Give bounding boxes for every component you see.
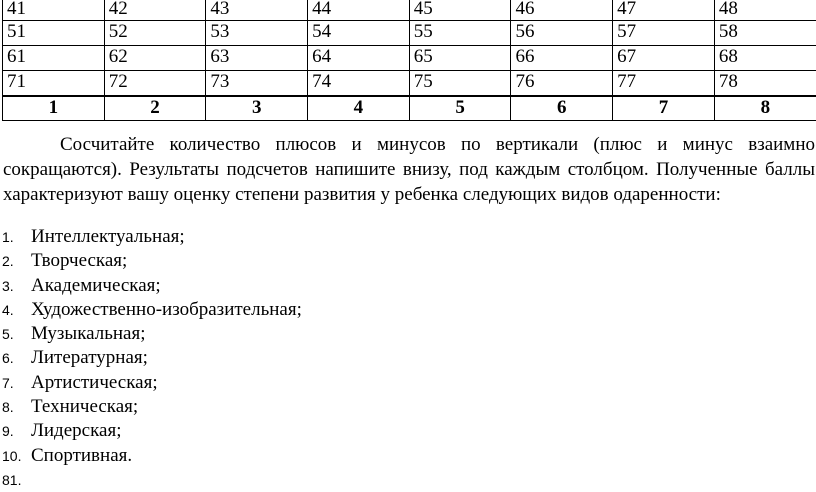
column-number: 4 bbox=[308, 96, 410, 121]
table-row bbox=[3, 21, 816, 46]
table-cell: 42 bbox=[104, 0, 206, 21]
table-cell: 41 bbox=[3, 0, 105, 21]
table-cell: 54 bbox=[308, 21, 410, 46]
table-cell: 57 bbox=[613, 21, 715, 46]
table-cell: 55 bbox=[409, 21, 511, 46]
list-text: Техническая; bbox=[31, 396, 139, 418]
list-text: Творческая; bbox=[31, 250, 128, 272]
table-cell: 44 bbox=[308, 0, 410, 21]
list-number: 8. bbox=[2, 399, 14, 416]
list-number: 6. bbox=[2, 350, 14, 367]
list-item bbox=[0, 225, 816, 249]
table-cell: 63 bbox=[206, 46, 308, 71]
list-number: 2. bbox=[2, 253, 14, 270]
table-cell: 67 bbox=[613, 46, 715, 71]
list-number: 1. bbox=[2, 229, 14, 245]
instructions-paragraph: Сосчитайте количество плюсов и минусов по вертикали (плюс и минус взаимно сокращаются). Результаты подсчетов напишите внизу, под каждым столбцом. Полученные баллы характеризуют вашу оценку степени развития у ребенка следующих видов одаренности: bbox=[3, 134, 815, 205]
table-row bbox=[3, 71, 816, 97]
list-text: Музыкальная; bbox=[31, 323, 146, 345]
table-cell: 64 bbox=[308, 46, 410, 71]
column-number: 1 bbox=[3, 96, 105, 121]
list-number: 9. bbox=[2, 423, 14, 440]
list-text: Литературная; bbox=[31, 347, 148, 369]
list-item bbox=[0, 395, 816, 419]
list-text: Интеллектуальная; bbox=[31, 226, 185, 247]
column-number: 6 bbox=[511, 96, 613, 121]
table-cell: 56 bbox=[511, 21, 613, 46]
table-cell: 76 bbox=[511, 71, 613, 97]
list-item bbox=[0, 346, 816, 370]
column-number: 3 bbox=[206, 96, 308, 121]
table-cell: 46 bbox=[511, 0, 613, 21]
table-cell: 72 bbox=[104, 71, 206, 97]
giftedness-list bbox=[0, 225, 816, 492]
table-cell: 78 bbox=[714, 71, 816, 97]
list-number: 5. bbox=[2, 326, 14, 343]
list-item bbox=[0, 444, 816, 468]
table-cell: 61 bbox=[3, 46, 105, 71]
list-text: Лидерская; bbox=[31, 420, 122, 442]
table-cell: 51 bbox=[3, 21, 105, 46]
list-item bbox=[0, 371, 816, 395]
table-cell: 75 bbox=[409, 71, 511, 97]
column-number: 7 bbox=[613, 96, 715, 121]
list-number: 81. bbox=[2, 471, 22, 488]
table-cell: 77 bbox=[613, 71, 715, 97]
list-item bbox=[0, 419, 816, 443]
column-number: 5 bbox=[409, 96, 511, 121]
table-row bbox=[3, 46, 816, 71]
list-item bbox=[0, 322, 816, 346]
list-number: 7. bbox=[2, 374, 14, 391]
table-cell: 65 bbox=[409, 46, 511, 71]
column-number: 8 bbox=[714, 96, 816, 121]
list-text: Академическая; bbox=[31, 274, 161, 296]
column-number: 2 bbox=[104, 96, 206, 121]
list-number: 10. bbox=[2, 447, 22, 464]
table-row bbox=[3, 0, 816, 21]
table-cell: 52 bbox=[104, 21, 206, 46]
table-cell: 73 bbox=[206, 71, 308, 97]
table-cell: 74 bbox=[308, 71, 410, 97]
table-cell: 71 bbox=[3, 71, 105, 97]
list-text: Артистическая; bbox=[31, 371, 158, 393]
list-number: 3. bbox=[2, 277, 14, 294]
table-footer-row bbox=[3, 96, 816, 121]
list-item bbox=[0, 468, 816, 492]
list-text: Спортивная. bbox=[31, 444, 133, 466]
table-cell: 48 bbox=[714, 0, 816, 21]
table-cell: 68 bbox=[714, 46, 816, 71]
table-cell: 47 bbox=[613, 0, 715, 21]
list-item bbox=[0, 249, 816, 273]
scores-table bbox=[2, 0, 816, 121]
table-cell: 45 bbox=[409, 0, 511, 21]
list-text: Художественно-изобразительная; bbox=[31, 298, 302, 320]
table-cell: 43 bbox=[206, 0, 308, 21]
table-cell: 58 bbox=[714, 21, 816, 46]
list-number: 4. bbox=[2, 301, 14, 318]
list-item bbox=[0, 274, 816, 298]
list-item bbox=[0, 298, 816, 322]
table-cell: 66 bbox=[511, 46, 613, 71]
table-cell: 62 bbox=[104, 46, 206, 71]
table-cell: 53 bbox=[206, 21, 308, 46]
